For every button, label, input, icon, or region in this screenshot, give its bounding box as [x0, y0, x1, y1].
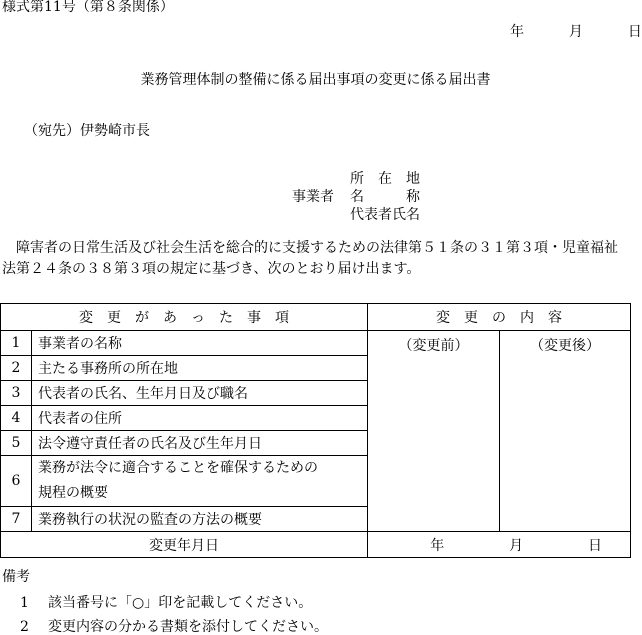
after-change-label: （変更後） — [530, 338, 600, 354]
row-number: 7 — [1, 507, 32, 532]
note-text: 変更内容の分かる書類を添付してください。 — [48, 619, 328, 635]
change-date-day: 日 — [588, 537, 602, 554]
note-item — [20, 620, 328, 634]
row-item-label: 主たる事務所の所在地 — [32, 356, 368, 381]
note-item — [20, 596, 312, 610]
row-number: 1 — [1, 331, 32, 356]
addressee: （宛先）伊勢崎市長 — [24, 123, 150, 139]
row-number: 3 — [1, 381, 32, 406]
date-year-label: 年 — [510, 24, 524, 40]
applicant-name-label: 名 称 — [350, 189, 420, 205]
note-number: 2 — [20, 619, 29, 635]
note-text: 該当番号に「○」印を記載してください。 — [48, 595, 313, 611]
row-item-label: 法令遵守責任者の氏名及び生年月日 — [32, 431, 368, 456]
row-item-label-line1: 業務が法令に適合することを確保するための — [38, 460, 318, 476]
note-number: 1 — [20, 595, 29, 611]
row-number: 5 — [1, 431, 32, 456]
date-day-label: 日 — [627, 24, 642, 40]
document-title: 業務管理体制の整備に係る届出事項の変更に係る届出書 — [140, 72, 491, 88]
submission-date — [510, 25, 642, 39]
row-item-label-line2: 規程の概要 — [38, 485, 108, 501]
row-item-label — [32, 456, 368, 507]
applicant-block — [292, 172, 442, 226]
row-number: 6 — [1, 456, 32, 507]
form-number: 様式第11号（第８条関係） — [2, 0, 174, 15]
change-date-month: 月 — [509, 537, 524, 554]
row-item-label: 事業者の名称 — [32, 331, 368, 356]
applicant-address-label: 所 在 地 — [350, 171, 420, 187]
after-change-cell[interactable] — [500, 331, 631, 532]
row-item-label: 代表者の氏名、生年月日及び職名 — [32, 381, 368, 406]
header-change-content: 変 更 の 内 容 — [368, 304, 631, 331]
notes-title: 備考 — [2, 569, 30, 585]
change-date-year: 年 — [430, 537, 445, 554]
header-changed-items: 変 更 が あ っ た 事 項 — [1, 304, 368, 331]
row-number: 2 — [1, 356, 32, 381]
row-item-label: 業務執行の状況の監査の方法の概要 — [32, 507, 368, 532]
statement-paragraph: 障害者の日常生活及び社会生活を総合的に支援するための法律第５１条の３１第３項・児童福祉法第２４条の３８第３項の規定に基づき、次のとおり届け出ます。 — [2, 240, 618, 277]
change-date-label: 変更年月日 — [1, 532, 368, 558]
date-month-label: 月 — [568, 24, 583, 40]
applicant-label: 事業者 — [292, 189, 334, 205]
change-date-field[interactable] — [368, 532, 631, 558]
change-items-table — [0, 303, 631, 558]
row-item-label: 代表者の住所 — [32, 406, 368, 431]
row-number: 4 — [1, 406, 32, 431]
before-change-label: （変更前） — [398, 338, 469, 354]
before-change-cell[interactable] — [368, 331, 500, 532]
applicant-representative-label: 代表者氏名 — [350, 207, 420, 223]
